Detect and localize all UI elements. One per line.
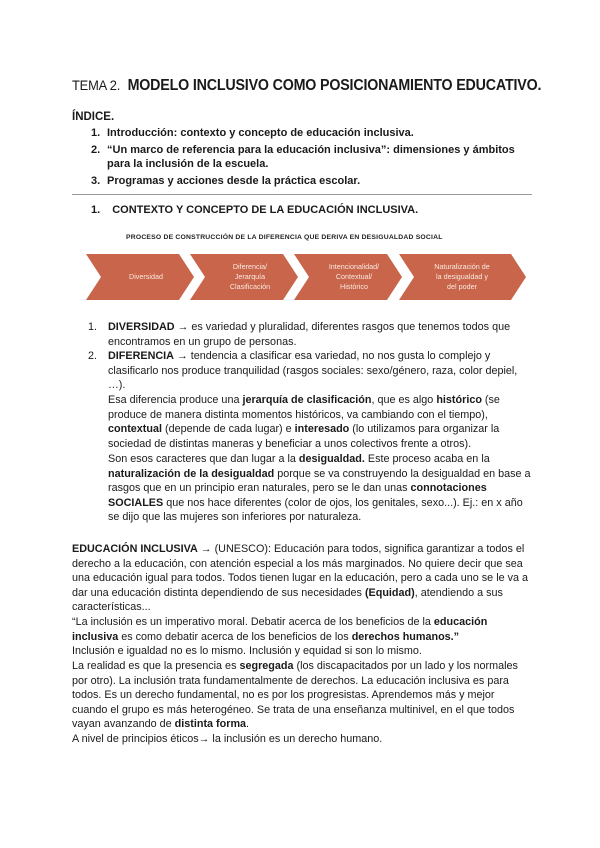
section-heading: 1. CONTEXTO Y CONCEPTO DE LA EDUCACIÓN INCLUSIVA. (91, 204, 419, 216)
index-item: 1. Introducción: contexto y concepto de educación inclusiva. (91, 127, 414, 139)
paragraph-principios: A nivel de principios éticos→ la inclusión es un derecho humano. (72, 733, 383, 745)
diagram-step-naturalizacion: Naturalización de la desigualdad y del poder (434, 262, 490, 291)
diagram-title: PROCESO DE CONSTRUCCIÓN DE LA DIFERENCIA QUE DERIVA EN DESIGUALDAD SOCIAL (126, 234, 443, 241)
paragraph-desigualdad: Son esos caracteres que dan lugar a la desigualdad. Este proceso acaba en la naturalización de la desigualdad porque se va construyendo la desigualdad en base a rasgos que en un principio eran naturales, pero se le dan unas connotaciones SOCIALES que nos hace diferentes (color de ojos, los genitales, sexo...). Ej.: en x año se dijo que las mujeres son inferiores por naturaleza. (108, 453, 531, 524)
page-title (72, 77, 541, 95)
list-item: 1. DIVERSIDAD → es variedad y pluralidad, diferentes rasgos que tenemos todos que encontramos en un grupo de personas. (88, 321, 511, 348)
index-item: 2. “Un marco de referencia para la educación inclusiva”: dimensiones y ámbitos para la inclusión de la escuela. (91, 143, 515, 170)
list-item: 2. DIFERENCIA → tendencia a clasificar esa variedad, no nos gusta lo complejo y clasificarlo nos produce tranquilidad (rasgos sociales: sexo/género, raza, color depiel, …). (88, 350, 518, 392)
diagram-step-diferencia: Diferencia/ Jerarquía Clasificación (229, 262, 271, 291)
diagram-step-intencionalidad: Intencionalidad/ Contextual/ Histórico (328, 262, 380, 291)
index-list (72, 126, 532, 190)
process-diagram (86, 254, 526, 305)
paragraph-jerarquia: Esa diferencia produce una jerarquía de clasificación, que es algo histórico (se produce de manera distinta momentos históricos, va cambiando con el tiempo), contextual (depende de cada lugar) e interesado (lo utilizamos para organizar la sociedad de distintas maneras y beneficiar a unos colectivos frente a otros). (108, 394, 500, 450)
title-label: TEMA 2. (72, 77, 121, 93)
index-item: 3. Programas y acciones desde la práctica escolar. (91, 174, 361, 187)
paragraph-educacion-inclusiva: EDUCACIÓN INCLUSIVA → (UNESCO): Educación para todos, significa garantizar a todos el derecho a la educación, con atención especial a los más marginados. No quiere decir que sea una educación igual para todos. Todos tienen lugar en la educación, pero a cada uno se le va a dar una educación distinta dependiendo de sus necesidades (Equidad), atendiendo a sus características... (72, 543, 528, 614)
index-heading: ÍNDICE. (72, 111, 115, 123)
quote-paragraph: “La inclusión es un imperativo moral. Debatir acerca de los beneficios de la educación inclusiva es como debatir acerca de los beneficios de los derechos humanos.” (72, 616, 488, 643)
concept-list (72, 320, 532, 393)
paragraph-segregada: La realidad es que la presencia es segregada (los discapacitados por un lado y los normales por otro). La inclusión trata fundamentalmente de derechos. La educación inclusiva es para todos. Es un derecho fundamental, no es por los progresistas. Aprendemos más y mejor cuando el grupo es más heterogéneo. Se trata de una enseñanza multinivel, en el que todos vayan avanzando de distinta forma. (72, 660, 518, 731)
paragraph-igualdad: Inclusión e igualdad no es lo mismo. Inclusión y equidad si son lo mismo. (72, 645, 422, 657)
title-text: MODELO INCLUSIVO COMO POSICIONAMIENTO EDUCATIVO. (127, 77, 542, 94)
diagram-step-diversidad: Diversidad (129, 272, 163, 281)
section-divider (72, 194, 532, 195)
